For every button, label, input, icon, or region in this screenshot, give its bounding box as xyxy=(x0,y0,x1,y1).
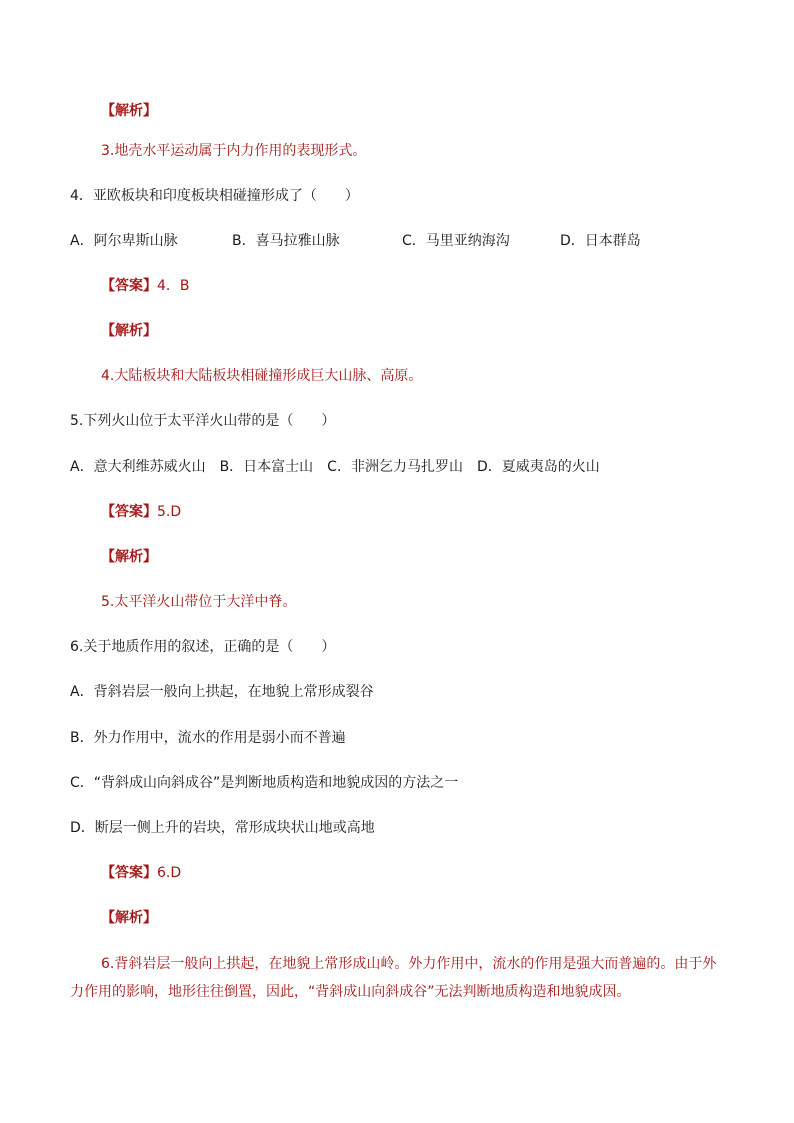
analysis-text-line: 6.背斜岩层一般向上拱起，在地貌上常形成山岭。外力作用中，流水的作用是强大而普遍的。由于外 xyxy=(101,956,717,972)
question-4-stem: 4．亚欧板块和印度板块相碰撞形成了（ ） xyxy=(70,188,359,204)
question-6-stem: 6.关于地质作用的叙述，正确的是（ ） xyxy=(70,639,336,655)
analysis-label: 【解析】 xyxy=(101,910,157,926)
answer-label: 【答案】 xyxy=(101,504,157,520)
analysis-text-line: 力作用的影响，地形往往倒置，因此，“背斜成山向斜成谷”无法判断地质构造和地貌成因。 xyxy=(70,984,631,1000)
answer-label: 【答案】 xyxy=(101,278,157,294)
answer-line xyxy=(101,276,190,296)
analysis-label: 【解析】 xyxy=(101,549,157,565)
answer-value: 5.D xyxy=(157,504,182,520)
analysis-label: 【解析】 xyxy=(101,103,157,119)
analysis-text: 5.太平洋火山带位于大洋中脊。 xyxy=(101,594,297,610)
option-a: A．阿尔卑斯山脉 xyxy=(70,233,178,249)
answer-line xyxy=(101,863,181,883)
option-c: C．马里亚纳海沟 xyxy=(402,233,510,249)
answer-value: 4．B xyxy=(157,278,190,294)
analysis-paragraph xyxy=(70,950,730,1006)
option-d: D．日本群岛 xyxy=(560,233,641,249)
question-5-stem: 5.下列火山位于太平洋火山带的是（ ） xyxy=(70,413,336,429)
option-c: C．“背斜成山向斜成谷”是判断地质构造和地貌成因的方法之一 xyxy=(70,775,459,791)
option-b: B．外力作用中，流水的作用是弱小而不普遍 xyxy=(70,730,346,746)
option-a: A．背斜岩层一般向上拱起，在地貌上常形成裂谷 xyxy=(70,684,374,700)
analysis-label: 【解析】 xyxy=(101,323,157,339)
option-b: B．喜马拉雅山脉 xyxy=(232,233,340,249)
answer-label: 【答案】 xyxy=(101,865,157,881)
analysis-text: 4.大陆板块和大陆板块相碰撞形成巨大山脉、高原。 xyxy=(101,368,423,384)
question-5-options: A．意大利维苏威火山 B．日本富士山 C．非洲乞力马扎罗山 D．夏威夷岛的火山 xyxy=(70,459,600,475)
answer-value: 6.D xyxy=(157,865,182,881)
answer-line xyxy=(101,502,181,522)
analysis-text: 3.地壳水平运动属于内力作用的表现形式。 xyxy=(101,143,367,159)
option-d: D．断层一侧上升的岩块，常形成块状山地或高地 xyxy=(70,820,375,836)
